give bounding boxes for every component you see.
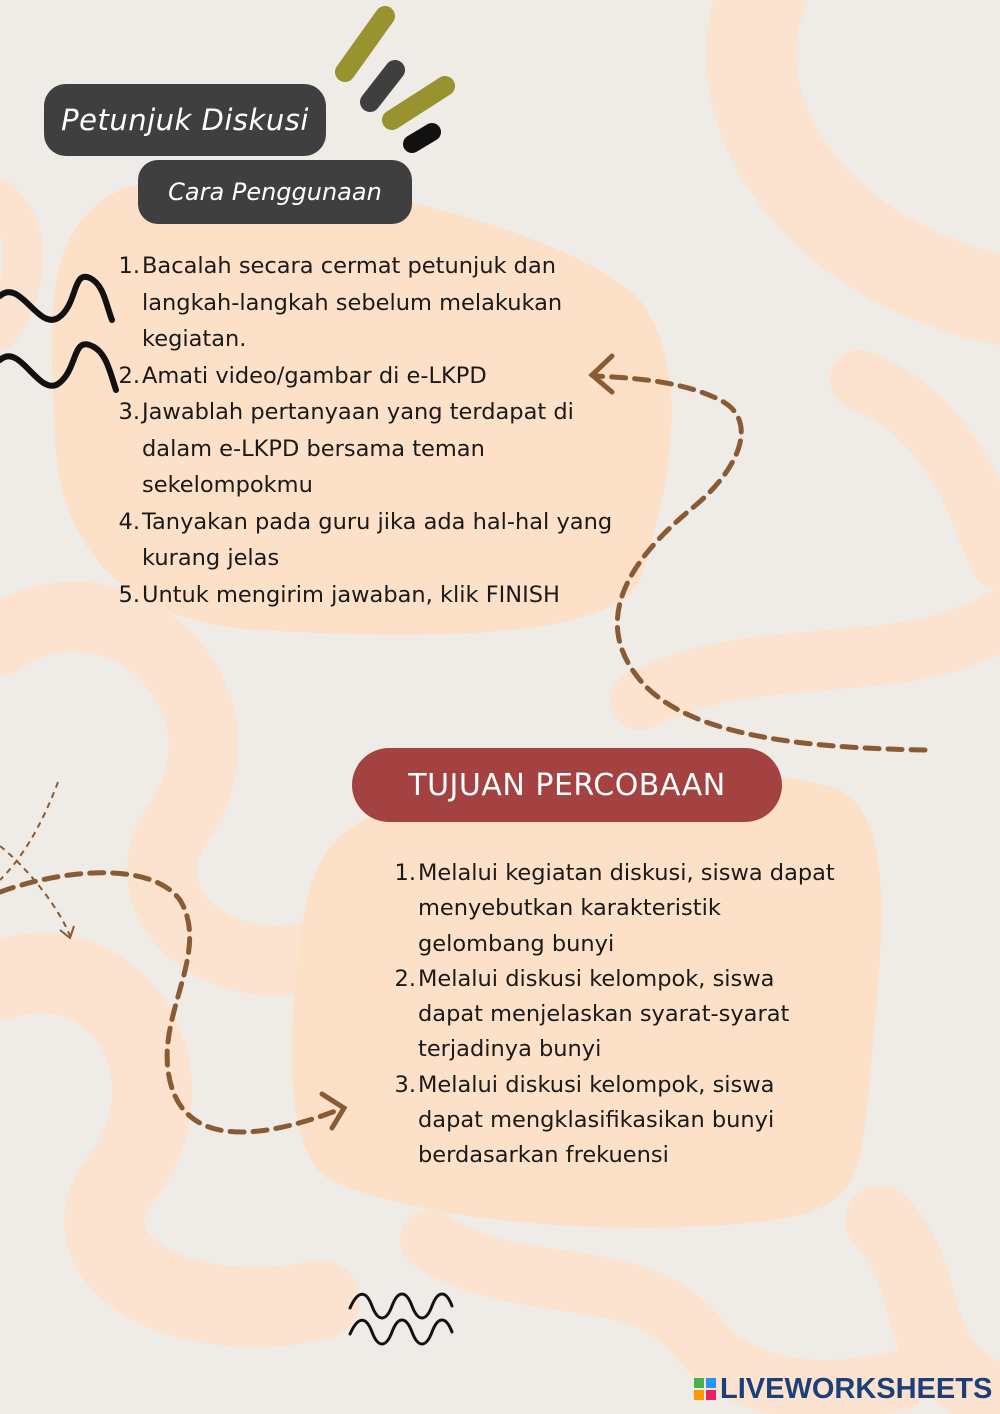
list-item-number: 1. xyxy=(394,860,416,886)
liveworksheets-logo xyxy=(694,1374,992,1404)
liveworksheets-logo-text: LIVEWORKSHEETS xyxy=(720,1372,993,1405)
list-item-number: 3. xyxy=(118,399,140,425)
list-item-number: 2. xyxy=(118,362,140,389)
list-item-text: Tanyakan pada guru jika ada hal-hal yang kurang jelas xyxy=(142,508,613,571)
list-item xyxy=(112,358,632,395)
list-item-number: 4. xyxy=(118,508,140,535)
list-item-text: Jawablah pertanyaan yang terdapat di dalam e-LKPD bersama teman sekelompokmu xyxy=(142,399,574,498)
list-item-text: Untuk mengirim jawaban, klik FINISH xyxy=(142,581,560,608)
section-title-cara-penggunaan xyxy=(138,160,412,224)
list-item-text: Melalui diskusi kelompok, siswa dapat menjelaskan syarat-syarat terjadinya bunyi xyxy=(418,965,790,1063)
list-item xyxy=(112,504,632,577)
list-item-text: Amati video/gambar di e-LKPD xyxy=(142,362,487,389)
list-item xyxy=(388,856,838,962)
list-item xyxy=(388,962,838,1068)
section-title-tujuan-percobaan xyxy=(352,748,782,822)
list-item xyxy=(112,577,632,614)
liveworksheets-icon xyxy=(694,1378,716,1400)
list-item-text: Bacalah secara cermat petunjuk dan langkah-langkah sebelum melakukan kegiatan. xyxy=(142,253,563,352)
list-item-number: 3. xyxy=(394,1071,416,1098)
objectives-list xyxy=(388,856,838,1174)
section-title-text: Cara Penggunaan xyxy=(168,178,382,206)
list-item xyxy=(112,394,632,504)
list-item-number: 2. xyxy=(394,965,416,992)
page-title xyxy=(44,84,326,156)
list-item xyxy=(388,1068,838,1174)
list-item-number: 1. xyxy=(118,253,140,279)
list-item-text: Melalui kegiatan diskusi, siswa dapat menyebutkan karakteristik gelombang bunyi xyxy=(418,860,835,957)
list-item-text: Melalui diskusi kelompok, siswa dapat mengklasifikasikan bunyi berdasarkan frekuensi xyxy=(418,1071,775,1169)
list-item xyxy=(112,248,632,358)
section-title-text: TUJUAN PERCOBAAN xyxy=(408,767,726,803)
instructions-list xyxy=(112,248,632,613)
list-item-number: 5. xyxy=(118,581,140,608)
page-title-text: Petunjuk Diskusi xyxy=(61,103,309,137)
